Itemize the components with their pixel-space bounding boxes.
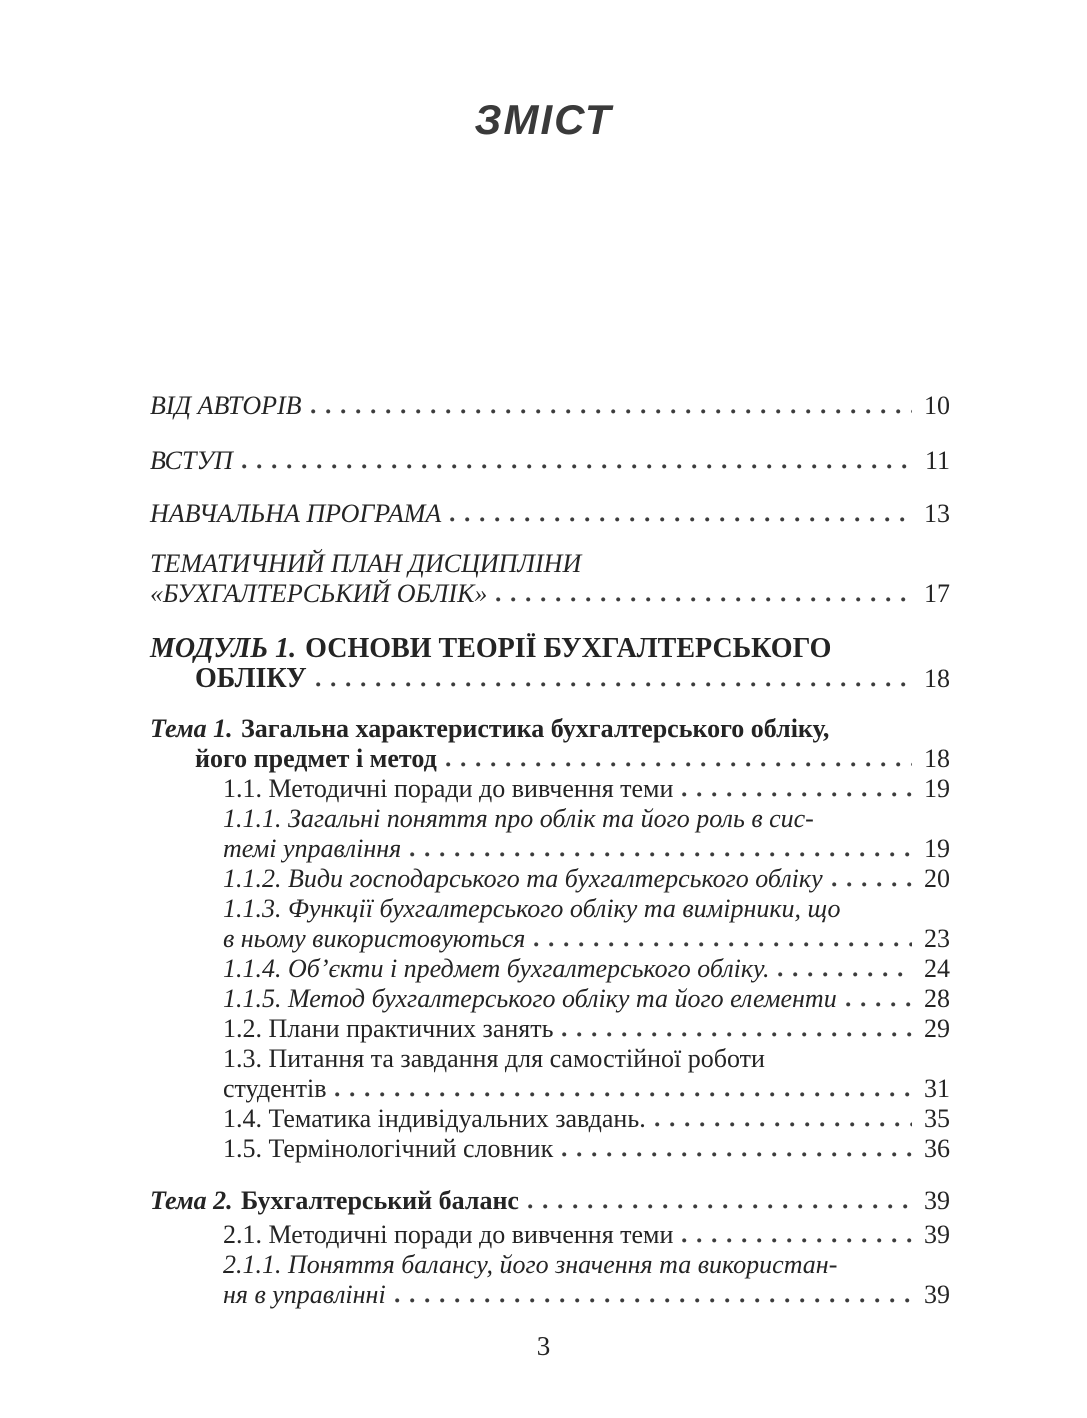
entry-text: 1.1. Методичні поради до вивчення теми (223, 774, 674, 803)
entry-text: ОСНОВИ ТЕОРІЇ БУХГАЛТЕРСЬКОГО (305, 633, 832, 664)
dot-leader (410, 851, 912, 857)
entry-text: 1.1.3. Функції бухгалтерського обліку та вимірники, що (223, 894, 841, 923)
toc-entry-line (150, 664, 950, 694)
dot-leader (528, 1203, 912, 1209)
entry-page-number: 24 (924, 954, 950, 983)
entry-text: 1.1.2. Види господарського та бухгалтерського обліку (223, 864, 823, 893)
entry-text: 1.5. Термінологічний словник (223, 1134, 554, 1163)
toc-entry-line (150, 834, 950, 864)
toc-entry-line (150, 446, 950, 476)
entry-text: 2.1.1. Поняття балансу, його значення та використан- (223, 1250, 838, 1279)
toc-entry-line (150, 954, 950, 984)
toc-entry-line (150, 924, 950, 954)
toc-entry-line (150, 1044, 950, 1074)
footer-page-number: 3 (536, 1331, 551, 1361)
toc-entry-line (150, 1104, 950, 1134)
toc-entry-line (150, 549, 950, 579)
entry-page-number: 20 (924, 864, 950, 893)
toc-entry-line (150, 1280, 950, 1310)
entry-page-number: 35 (924, 1104, 950, 1133)
entry-page-number: 19 (924, 774, 950, 803)
entry-text: в ньому використовуються (223, 924, 526, 953)
toc-entry-line (150, 714, 950, 744)
entry-text: ВСТУП (150, 446, 233, 475)
dot-leader (562, 1151, 912, 1157)
entry-text: ВІД АВТОРІВ (150, 391, 302, 420)
entry-text: студентів (223, 1074, 327, 1103)
entry-page-number: 18 (924, 744, 950, 773)
toc-entry-line (150, 634, 950, 664)
toc-entry-line (150, 894, 950, 924)
dot-leader (311, 408, 912, 414)
toc-entry-line (150, 1250, 950, 1280)
entry-prefix: Тема 2. (150, 1186, 233, 1215)
entry-page-number: 13 (924, 499, 950, 528)
page-title: ЗМІСТ (474, 96, 613, 143)
toc-entry-line (150, 864, 950, 894)
toc-entry-line (150, 1014, 950, 1044)
entry-text: НАВЧАЛЬНА ПРОГРАМА (150, 499, 442, 528)
entry-prefix: Тема 1. (150, 714, 233, 743)
entry-page-number: 10 (924, 391, 950, 420)
entry-page-number: 17 (924, 579, 950, 608)
entry-text: Бухгалтерський баланс (240, 1186, 519, 1215)
entry-text: 1.3. Питання та завдання для самостійної роботи (223, 1044, 765, 1073)
dot-leader (562, 1031, 912, 1037)
toc-entry-line (150, 499, 950, 529)
dot-leader (534, 941, 912, 947)
toc-entry-line (150, 804, 950, 834)
entry-page-number: 39 (924, 1186, 950, 1215)
entry-page-number: 39 (924, 1220, 950, 1249)
entry-text: його предмет і метод (195, 744, 437, 773)
entry-text: ОБЛІКУ (195, 663, 307, 694)
entry-text: 1.1.4. Об’єкти і предмет бухгалтерського обліку. (223, 954, 770, 983)
entry-page-number: 29 (924, 1014, 950, 1043)
toc-entry-line (150, 579, 950, 609)
toc-entry-line (150, 1186, 950, 1216)
dot-leader (316, 681, 912, 687)
entry-prefix: МОДУЛЬ 1. (150, 633, 297, 664)
dot-leader (846, 1001, 912, 1007)
toc-entry-line (150, 984, 950, 1014)
entry-page-number: 39 (924, 1280, 950, 1309)
toc-entry-line (150, 1074, 950, 1104)
entry-text: «БУХГАЛТЕРСЬКИЙ ОБЛІК» (150, 579, 488, 608)
entry-text: 1.4. Тематика індивідуальних завдань. (223, 1104, 646, 1133)
toc-entry-line (150, 1134, 950, 1164)
entry-text: 1.1.1. Загальні поняття про облік та його роль в сис- (223, 804, 814, 833)
entry-text: ТЕМАТИЧНИЙ ПЛАН ДИСЦИПЛІНИ (150, 549, 582, 578)
dot-leader (395, 1297, 912, 1303)
dot-leader (446, 761, 912, 767)
entry-text: темі управління (223, 834, 402, 863)
dot-leader (450, 516, 912, 522)
entry-text: 1.1.5. Метод бухгалтерського обліку та його елементи (223, 984, 837, 1013)
entry-text: ня в управлінні (223, 1280, 386, 1309)
dot-leader (832, 881, 912, 887)
entry-page-number: 28 (924, 984, 950, 1013)
dot-leader (778, 971, 912, 977)
toc-entry-line (150, 1220, 950, 1250)
dot-leader (496, 596, 912, 602)
entry-page-number: 18 (924, 664, 950, 693)
dot-leader (682, 1237, 912, 1243)
toc-entry-line (150, 774, 950, 804)
table-of-contents (150, 391, 950, 1310)
toc-entry-line (150, 391, 950, 421)
entry-page-number: 19 (924, 834, 950, 863)
entry-page-number: 36 (924, 1134, 950, 1163)
entry-text: 1.2. Плани практичних занять (223, 1014, 554, 1043)
entry-page-number: 11 (924, 446, 950, 475)
entry-page-number: 31 (924, 1074, 950, 1103)
entry-page-number: 23 (924, 924, 950, 953)
dot-leader (242, 463, 912, 469)
entry-text: Загальна характеристика бухгалтерського обліку, (240, 714, 830, 743)
dot-leader (335, 1091, 912, 1097)
entry-text: 2.1. Методичні поради до вивчення теми (223, 1220, 674, 1249)
dot-leader (655, 1121, 912, 1127)
dot-leader (682, 791, 912, 797)
toc-entry-line (150, 744, 950, 774)
